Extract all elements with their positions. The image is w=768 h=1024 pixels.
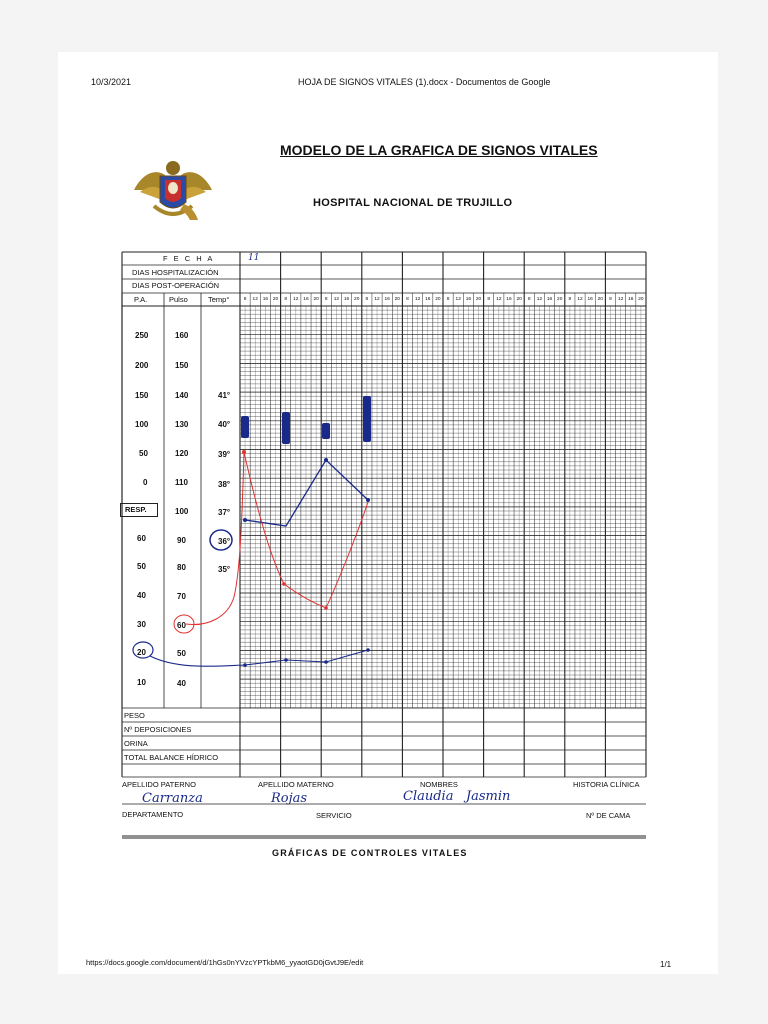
document-page bbox=[58, 52, 718, 974]
temp-scale-3: 38° bbox=[218, 480, 231, 489]
pulse-scale-6: 100 bbox=[175, 507, 189, 516]
hour-tick: 12 bbox=[577, 297, 583, 302]
hour-tick: 12 bbox=[536, 297, 543, 302]
hour-tick: 12 bbox=[293, 297, 299, 302]
bp-bar-1 bbox=[241, 416, 249, 438]
label-apellido-materno: APELLIDO MATERNO bbox=[258, 780, 334, 789]
label-apellido-paterno: APELLIDO PATERNO bbox=[122, 780, 196, 789]
pa-scale-4: 50 bbox=[139, 449, 148, 458]
hour-tick: 20 bbox=[394, 297, 400, 302]
label-departamento: DEPARTAMENTO bbox=[122, 810, 184, 819]
resp-point-2 bbox=[284, 658, 288, 662]
hour-tick: 8 bbox=[284, 297, 287, 302]
hour-tick: 16 bbox=[465, 297, 472, 302]
hour-tick: 8 bbox=[487, 297, 490, 302]
pulse-scale-5: 110 bbox=[175, 478, 188, 487]
temp-scale-2: 39° bbox=[218, 450, 231, 459]
label-dias-hospitalizacion: DIAS HOSPITALIZACIÓN bbox=[132, 268, 219, 277]
temp-36-circle bbox=[210, 530, 232, 550]
pulse-scale-11: 50 bbox=[177, 649, 186, 658]
label-servicio: SERVICIO bbox=[316, 811, 352, 820]
temp-point-3 bbox=[366, 498, 370, 502]
hour-tick: 8 bbox=[609, 297, 612, 302]
hour-tick: 12 bbox=[617, 297, 624, 302]
resp-scale-3: 30 bbox=[137, 620, 146, 629]
bp-bar-4 bbox=[363, 396, 371, 442]
label-fecha: F E C H A bbox=[163, 254, 215, 263]
col-header-pa: P.A. bbox=[134, 295, 148, 304]
label-dias-post-operacion: DIAS POST-OPERACIÓN bbox=[132, 281, 220, 290]
pa-scale-1: 200 bbox=[135, 361, 149, 370]
col-header-pulso: Pulso bbox=[169, 295, 188, 304]
hour-tick: 8 bbox=[446, 297, 450, 302]
pa-scale-3: 100 bbox=[135, 420, 149, 429]
bp-bar-2 bbox=[282, 412, 290, 444]
pulse-scale-10: 60 bbox=[177, 621, 186, 630]
pulse-scale-7: 90 bbox=[177, 536, 186, 545]
respiration-line bbox=[150, 650, 368, 666]
vital-signs-grid bbox=[58, 52, 718, 974]
resp-point-3 bbox=[324, 660, 328, 664]
label-deposiciones: Nº DEPOSICIONES bbox=[124, 725, 192, 734]
resp-label: RESP. bbox=[125, 505, 147, 514]
hour-tick: 20 bbox=[597, 297, 603, 302]
pulse-scale-12: 40 bbox=[177, 679, 186, 688]
pulse-point-1 bbox=[242, 450, 246, 454]
pa-scale-0: 250 bbox=[135, 331, 149, 340]
hour-tick: 12 bbox=[374, 297, 380, 302]
print-date: 10/3/2021 bbox=[91, 77, 132, 87]
hour-tick: 8 bbox=[406, 297, 409, 302]
pulse-scale-4: 120 bbox=[175, 449, 189, 458]
label-historia-clinica: HISTORIA CLÍNICA bbox=[573, 780, 640, 789]
hour-tick: 16 bbox=[303, 297, 309, 302]
resp-scale-0: 60 bbox=[137, 534, 146, 543]
resp-scale-2: 40 bbox=[137, 591, 146, 600]
hour-tick: 20 bbox=[638, 297, 644, 302]
hour-tick: 20 bbox=[354, 297, 360, 302]
label-cama: Nº DE CAMA bbox=[586, 811, 631, 820]
resp-20-circle bbox=[133, 642, 153, 658]
hour-tick: 16 bbox=[628, 297, 634, 302]
temp-scale-0: 41° bbox=[218, 391, 231, 400]
hour-tick: 20 bbox=[313, 297, 319, 302]
hour-tick: 20 bbox=[475, 297, 482, 302]
resp-scale-5: 10 bbox=[137, 678, 146, 687]
hour-tick: 16 bbox=[425, 297, 431, 302]
temp-point-2 bbox=[324, 458, 328, 462]
label-orina: ORINA bbox=[124, 739, 148, 748]
label-balance-hidrico: TOTAL BALANCE HÍDRICO bbox=[124, 753, 219, 762]
pulse-scale-2: 140 bbox=[175, 391, 189, 400]
apellido-paterno-value: Carranza bbox=[142, 791, 203, 806]
label-nombres: NOMBRES bbox=[420, 780, 458, 789]
temp-scale-5: 36° bbox=[218, 537, 231, 546]
resp-point-1 bbox=[243, 663, 247, 667]
hour-tick: 12 bbox=[455, 297, 461, 302]
pulse-scale-8: 80 bbox=[177, 563, 186, 572]
pa-scale-2: 150 bbox=[135, 391, 149, 400]
label-peso: PESO bbox=[124, 711, 145, 720]
doc-title: HOJA DE SIGNOS VITALES (1).docx - Documentos de Google bbox=[298, 77, 551, 87]
form-title: MODELO DE LA GRAFICA DE SIGNOS VITALES bbox=[280, 142, 598, 158]
page-url: https://docs.google.com/document/d/1hGs0nYVzcYPTkbM6_yyaotGD0jGvtJ9E/edit bbox=[86, 958, 364, 967]
resp-scale-4: 20 bbox=[137, 648, 146, 657]
pulse-point-2 bbox=[282, 582, 286, 586]
hour-tick: 16 bbox=[506, 297, 512, 302]
hour-tick: 12 bbox=[496, 297, 502, 302]
hour-tick: 20 bbox=[435, 297, 441, 302]
pulse-scale-3: 130 bbox=[175, 420, 189, 429]
hour-tick: 16 bbox=[587, 297, 593, 302]
hour-tick: 8 bbox=[243, 297, 247, 302]
bottom-title: GRÁFICAS DE CONTROLES VITALES bbox=[272, 848, 468, 858]
hour-tick: 8 bbox=[568, 297, 572, 302]
col-header-temp: Temp° bbox=[208, 295, 230, 304]
grid-lines bbox=[122, 252, 646, 777]
hour-tick: 8 bbox=[324, 297, 328, 302]
nombres-value: Claudia Jasmin bbox=[403, 789, 511, 804]
hour-tick: 20 bbox=[557, 297, 563, 302]
temp-scale-4: 37° bbox=[218, 508, 231, 517]
hour-tick: 8 bbox=[527, 297, 531, 302]
hour-tick: 12 bbox=[333, 297, 340, 302]
hour-tick: 16 bbox=[546, 297, 553, 302]
temp-scale-1: 40° bbox=[218, 420, 231, 429]
pulse-scale-0: 160 bbox=[175, 331, 189, 340]
hour-tick: 16 bbox=[343, 297, 350, 302]
hour-tick: 12 bbox=[414, 297, 421, 302]
hour-tick: 12 bbox=[252, 297, 258, 302]
pulse-scale-1: 150 bbox=[175, 361, 189, 370]
apellido-materno-value: Rojas bbox=[271, 791, 308, 806]
hour-tick: 8 bbox=[365, 297, 369, 302]
bp-bar-3 bbox=[322, 423, 330, 439]
hour-tick: 20 bbox=[272, 297, 279, 302]
page-number: 1/1 bbox=[660, 960, 672, 969]
hour-tick: 20 bbox=[516, 297, 522, 302]
hour-tick: 16 bbox=[262, 297, 269, 302]
hospital-name: HOSPITAL NACIONAL DE TRUJILLO bbox=[313, 197, 513, 209]
resp-point-4 bbox=[366, 648, 370, 652]
resp-scale-1: 50 bbox=[137, 562, 146, 571]
date-value: 11 bbox=[248, 253, 260, 263]
pulse-point-3 bbox=[324, 606, 328, 610]
temp-point-1 bbox=[243, 518, 247, 522]
hour-tick: 16 bbox=[384, 297, 390, 302]
pa-scale-5: 0 bbox=[143, 478, 148, 487]
pulse-scale-9: 70 bbox=[177, 592, 186, 601]
temp-scale-6: 35° bbox=[218, 565, 231, 574]
